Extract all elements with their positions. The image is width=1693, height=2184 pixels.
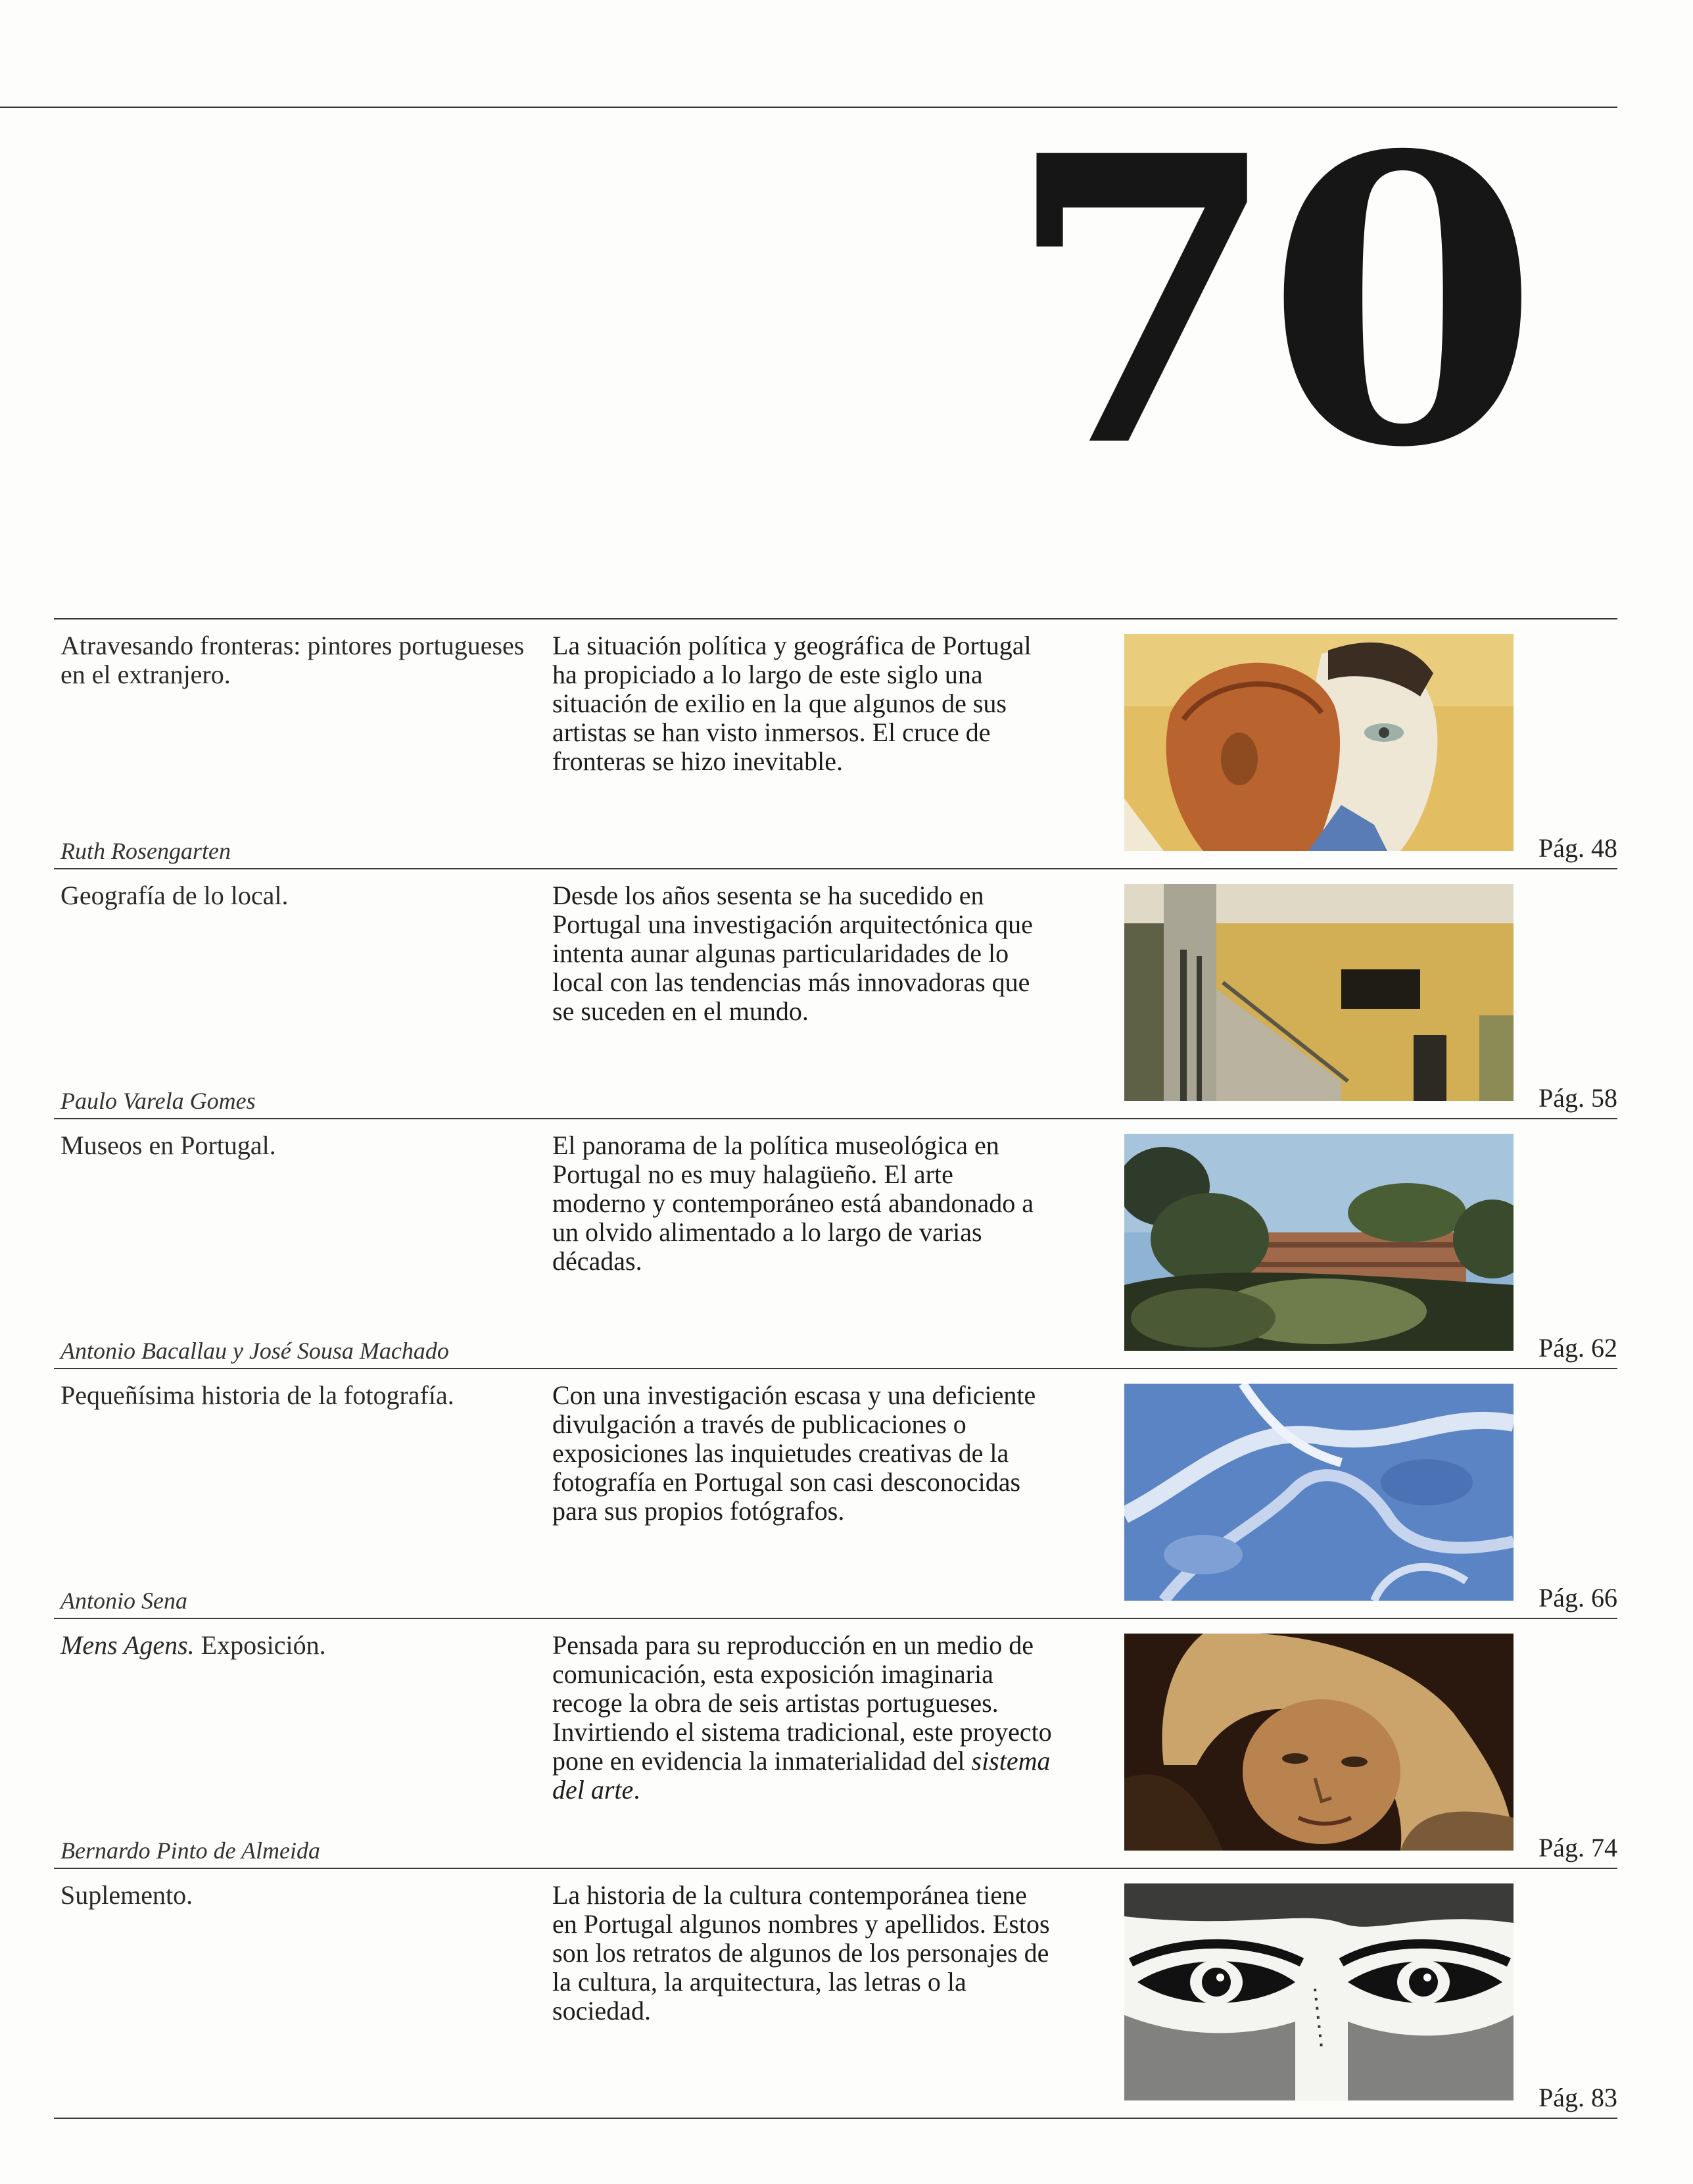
entry-page: Pág. 48 [1538, 833, 1617, 863]
entry-image-blue-photogram [1124, 1384, 1514, 1601]
entry-page: Pág. 74 [1538, 1833, 1617, 1862]
entry-image-portrait [1124, 1634, 1514, 1851]
issue-number: 70 [1005, 70, 1525, 534]
entry-description-start: Pensada para su reproducción en un medio de comunicación, esta exposición imaginaria recoge la obra de seis artistas portugueses. Invirtiendo el sistema tradicional, este proyecto pone en evidencia la inmaterialidad del [552, 1630, 1052, 1776]
entry-page: Pág. 83 [1538, 2083, 1617, 2112]
contents-entry[interactable] [54, 1619, 1617, 1869]
entry-description: Desde los años sesenta se ha sucedido en Portugal una investigación arquitectónica que intenta aunar algunas particularidades de lo local con las tendencias más innovadoras que se suceden en el mundo. [552, 881, 1033, 1026]
entry-title: Museos en Portugal. [60, 1130, 276, 1160]
entry-image-building [1124, 884, 1514, 1101]
entry-description-end: . [633, 1775, 640, 1805]
entry-image-eyes [1124, 1883, 1514, 2100]
entry-author: Paulo Varela Gomes [60, 1088, 256, 1114]
entry-title: Geografía de lo local. [60, 881, 289, 910]
entry-description [552, 1631, 1052, 1805]
entry-title [60, 1631, 534, 1660]
entry-author: Antonio Bacallau y José Sousa Machado [60, 1338, 449, 1364]
contents-entry[interactable] [54, 1119, 1617, 1369]
entry-title: Pequeñísima historia de la fotografía. [60, 1380, 454, 1410]
entry-description: Con una investigación escasa y una deficiente divulgación a través de publicaciones o exposiciones las inquietudes creativas de la fotografía en Portugal son casi desconocidas para sus propios fotógrafos. [552, 1380, 1036, 1526]
entry-divider [54, 2118, 1617, 2119]
entry-image-painting [1124, 634, 1514, 851]
entry-description: La historia de la cultura contemporánea tiene en Portugal algunos nombres y apellidos. Estos son los retratos de algunos de los personajes de la cultura, la arquitectura, las letras o la sociedad. [552, 1880, 1050, 2026]
entry-description: La situación política y geográfica de Portugal ha propiciado a lo largo de este siglo una situación de exilio en la que algunos de sus artistas se han visto inmersos. El cruce de fronteras se hizo inevitable. [552, 631, 1032, 776]
contents-entry[interactable] [54, 1869, 1617, 2119]
contents-entry[interactable] [54, 1369, 1617, 1619]
contents-entry[interactable] [54, 619, 1617, 869]
entry-image-museum-garden [1124, 1134, 1514, 1351]
entry-title-italic: Mens Agens. [60, 1630, 195, 1660]
entry-description: El panorama de la política museológica en Portugal no es muy halagüeño. El arte moderno y contemporáneo está abandonado a un olvido alimentado a lo largo de varias décadas. [552, 1130, 1034, 1276]
entry-title: Atravesando fronteras: pintores portugueses en el extranjero. [60, 631, 525, 689]
entry-page: Pág. 66 [1538, 1583, 1617, 1613]
entry-page: Pág. 58 [1538, 1083, 1617, 1113]
entry-page: Pág. 62 [1538, 1333, 1617, 1363]
entry-author: Bernardo Pinto de Almeida [60, 1837, 320, 1864]
entry-author: Ruth Rosengarten [60, 838, 231, 864]
entry-title-rest: Exposición. [194, 1630, 326, 1660]
entry-author: Antonio Sena [60, 1588, 187, 1614]
entry-title: Suplemento. [60, 1880, 193, 1910]
entry-description-em: sistema del arte [552, 1746, 1051, 1805]
contents-entry[interactable] [54, 869, 1617, 1119]
